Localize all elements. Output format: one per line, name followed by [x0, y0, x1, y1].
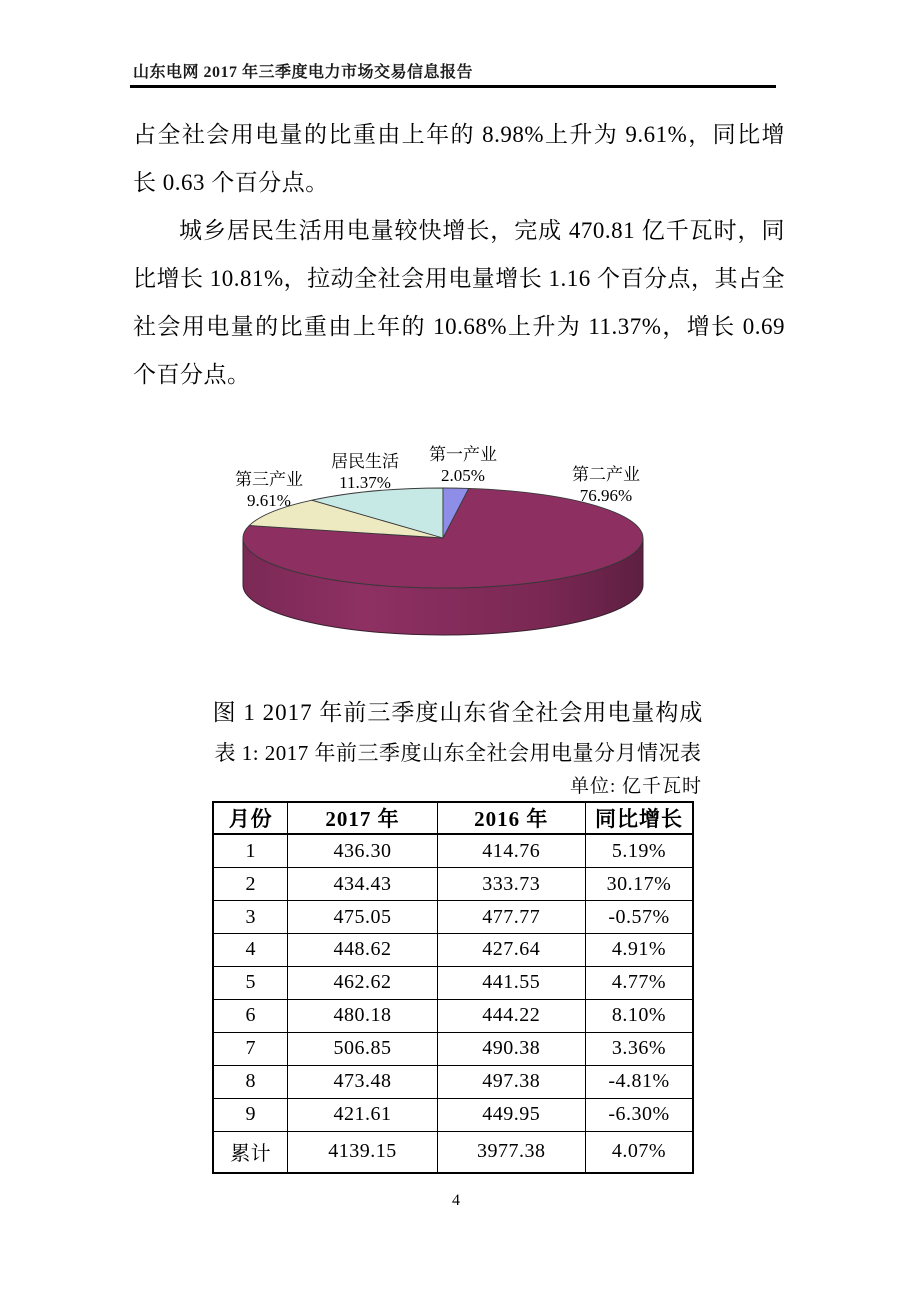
- table-cell: 2: [213, 868, 288, 901]
- monthly-consumption-table-wrap: [212, 801, 694, 1174]
- pie-label-second-industry-name: 第二产业: [572, 465, 640, 484]
- table-cell: -0.57%: [585, 901, 693, 934]
- table-row: [213, 999, 693, 1032]
- table-cell: 434.43: [288, 868, 437, 901]
- body-text: [133, 111, 785, 399]
- table-cell: 497.38: [437, 1065, 585, 1098]
- table-cell: 30.17%: [585, 868, 693, 901]
- table-cell: 7: [213, 1032, 288, 1065]
- table-row: [213, 1065, 693, 1098]
- table-cell: 506.85: [288, 1032, 437, 1065]
- table-cell: 480.18: [288, 999, 437, 1032]
- table-cell: 4.07%: [585, 1131, 693, 1173]
- table-row: [213, 834, 693, 868]
- table-cell: 5: [213, 966, 288, 999]
- pie-label-residential: [331, 451, 399, 493]
- monthly-consumption-table: [212, 801, 694, 1174]
- pie-chart-figure: [160, 440, 726, 675]
- table-row: [213, 901, 693, 934]
- pie-label-third-industry-name: 第三产业: [235, 470, 303, 489]
- table-cell: 449.95: [437, 1098, 585, 1131]
- pie-label-third-industry: [235, 469, 303, 511]
- table-cell: 1: [213, 834, 288, 868]
- table-row: [213, 868, 693, 901]
- paragraph-1: 占全社会用电量的比重由上年的 8.98%上升为 9.61%，同比增长 0.63 个百分点。: [133, 122, 785, 195]
- pie-label-residential-value: 11.37%: [339, 473, 391, 492]
- table-cell: 421.61: [288, 1098, 437, 1131]
- table-cell: 3: [213, 901, 288, 934]
- table-cell: 427.64: [437, 934, 585, 967]
- table-cell: 441.55: [437, 966, 585, 999]
- table-cell: 3.36%: [585, 1032, 693, 1065]
- table-cell: 462.62: [288, 966, 437, 999]
- unit-note: 单位: 亿千瓦时: [569, 776, 702, 797]
- table-cell: -6.30%: [585, 1098, 693, 1131]
- table-cell: 8: [213, 1065, 288, 1098]
- running-header-title: 山东电网 2017 年三季度电力市场交易信息报告: [133, 64, 474, 81]
- table-cell: 333.73: [437, 868, 585, 901]
- table-cell: 477.77: [437, 901, 585, 934]
- pie-label-first-industry-value: 2.05%: [441, 466, 485, 485]
- pie-label-residential-name: 居民生活: [331, 452, 399, 471]
- table-cell: 475.05: [288, 901, 437, 934]
- table-cell: -4.81%: [585, 1065, 693, 1098]
- table-cell: 5.19%: [585, 834, 693, 868]
- header-rule: [130, 85, 776, 88]
- pie-label-third-industry-value: 9.61%: [247, 491, 291, 510]
- table-cell: 4.91%: [585, 934, 693, 967]
- table-row: [213, 1131, 693, 1173]
- table-cell: 414.76: [437, 834, 585, 868]
- table-row: [213, 1032, 693, 1065]
- pie-label-second-industry: [572, 464, 640, 506]
- pie-label-first-industry-name: 第一产业: [429, 445, 497, 464]
- table-cell: 436.30: [288, 834, 437, 868]
- table-header-row: [213, 802, 693, 834]
- table-header-cell: 同比增长: [585, 802, 693, 834]
- table-header-cell: 2017 年: [288, 802, 437, 834]
- page-number: 4: [452, 1192, 460, 1209]
- table-header-cell: 月份: [213, 802, 288, 834]
- pie-label-second-industry-value: 76.96%: [579, 486, 633, 505]
- table-cell: 490.38: [437, 1032, 585, 1065]
- table-cell: 9: [213, 1098, 288, 1131]
- table-cell: 473.48: [288, 1065, 437, 1098]
- pie-label-first-industry: [429, 444, 497, 486]
- table-cell: 6: [213, 999, 288, 1032]
- table-caption: 表 1: 2017 年前三季度山东全社会用电量分月情况表: [214, 741, 702, 765]
- table-row: [213, 966, 693, 999]
- paragraph-2: 城乡居民生活用电量较快增长，完成 470.81 亿千瓦时，同比增长 10.81%，拉动全社会用电量增长 1.16 个百分点，其占全社会用电量的比重由上年的 10.68%上升为 11.37%，增长 0.69 个百分点。: [133, 218, 785, 387]
- table-cell: 4.77%: [585, 966, 693, 999]
- table-row: [213, 1098, 693, 1131]
- table-header-cell: 2016 年: [437, 802, 585, 834]
- table-cell: 448.62: [288, 934, 437, 967]
- table-row: [213, 934, 693, 967]
- table-cell: 4: [213, 934, 288, 967]
- table-cell: 累计: [213, 1131, 288, 1173]
- figure-caption: 图 1 2017 年前三季度山东省全社会用电量构成: [212, 700, 704, 725]
- table-cell: 3977.38: [437, 1131, 585, 1173]
- table-cell: 4139.15: [288, 1131, 437, 1173]
- table-cell: 8.10%: [585, 999, 693, 1032]
- table-cell: 444.22: [437, 999, 585, 1032]
